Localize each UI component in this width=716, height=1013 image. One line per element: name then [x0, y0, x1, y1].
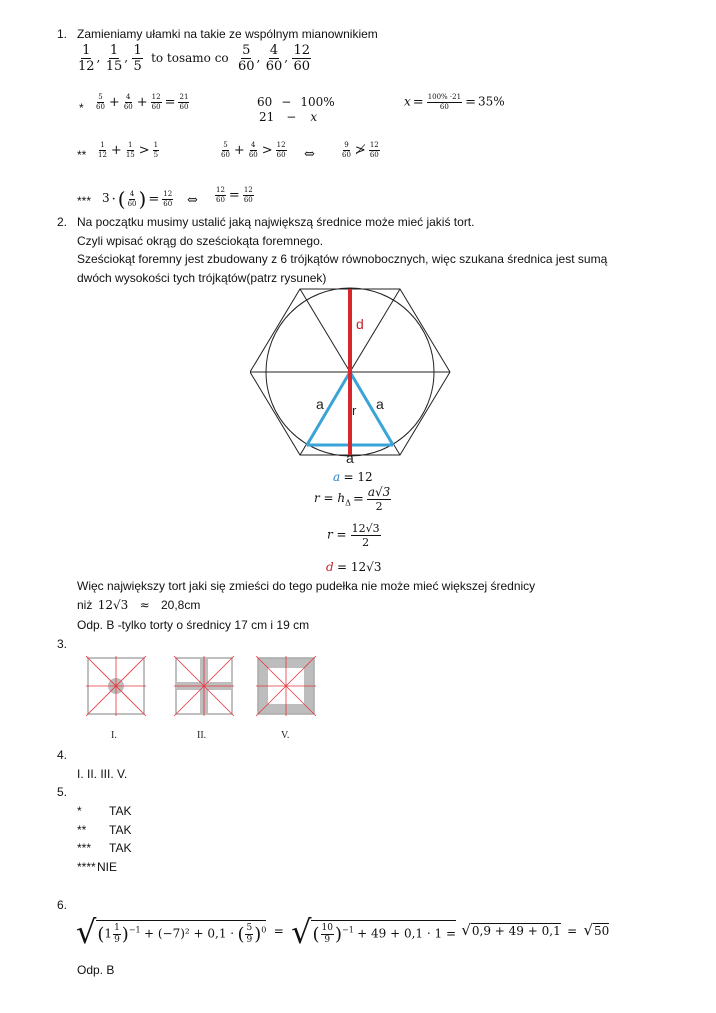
d-equals: d = 12√3: [326, 560, 382, 574]
proportion-row-2: 21 − x: [259, 110, 318, 124]
p2-line-3: Sześciokąt foremny jest zbudowany z 6 trójkątów równobocznych, więc szukana średnica jest sumą: [77, 252, 608, 266]
fraction: $\frac{4}{60}$: [265, 43, 283, 74]
diagram-label-V: V.: [281, 730, 290, 741]
star-3: ***: [77, 194, 92, 208]
p5-stars-2: **: [77, 823, 87, 837]
p2-answer: Odp. B -tylko torty o średnicy 17 cm i 19 cm: [77, 618, 310, 632]
p2-line-1: Na początku musimy ustalić jaką największą średnice może mieć jakiś tort.: [77, 215, 475, 229]
item-number-2: 2.: [57, 215, 68, 229]
fraction: $\frac{5}{60}$: [238, 43, 255, 74]
p6-expression: √(1 $\frac{1}{9}$ )$^{-1}$ + (−7)² + 0,1 · ( $\frac{5}{9}$ )$^0$ = √( $\frac{10}{9}$ )$^{-1}$ + 49 + 0,1 · 1 = √0,9 + 49 + 0,1 = √50: [76, 913, 610, 951]
star-1: *: [79, 101, 84, 115]
item-number-1: 1.: [57, 27, 68, 41]
p6-answer: Odp. B: [77, 963, 115, 977]
p1-equation-3: 3 · ( $\frac{4}{60}$ ) = $\frac{12}{60}$: [102, 187, 173, 211]
diagram-label-I: I.: [111, 730, 117, 741]
p1-equation-4: $\frac{12}{60}$ = $\frac{12}{60}$: [216, 186, 253, 204]
x-solution: x = $\frac{100\% \cdot 21}{60}$ = 35%: [404, 93, 505, 111]
star-2: **: [77, 148, 87, 162]
diagram-V: [256, 656, 316, 716]
hexagon-figure: [250, 283, 456, 465]
item-number-3: 3.: [57, 637, 68, 651]
label-a-bottom: a: [346, 450, 354, 465]
cake-cut-diagrams: [86, 656, 326, 746]
equivalence-arrow: ⇔: [187, 193, 198, 208]
p4-answer: I. II. III. V.: [77, 767, 128, 781]
p2-approx: niż 12√3 ≈ 20,8cm: [77, 598, 201, 612]
label-d: d: [356, 316, 364, 332]
p1-sum-equation: $\frac{5}{60}$ + $\frac{4}{60}$ + $\frac{12}{60}$ = $\frac{21}{60}$: [96, 93, 189, 111]
p1-intro: Zamieniamy ułamki na takie ze wspólnym mianownikiem: [77, 27, 378, 41]
label-r: r: [352, 403, 357, 418]
p1-inequality-2: $\frac{5}{60}$ + $\frac{4}{60}$ > $\frac{12}{60}$: [221, 141, 286, 159]
fraction: $\frac{1}{5}$: [133, 43, 142, 74]
fraction: $\frac{1}{15}$: [105, 43, 123, 74]
p5-value-3: TAK: [109, 841, 132, 855]
p5-value-1: TAK: [109, 804, 132, 818]
p2-line-2: Czyli wpisać okrąg do sześciokąta foremnego.: [77, 234, 324, 248]
r-formula-2: r = $\frac{12√3}{2}$: [327, 522, 380, 549]
p5-stars-3: ***: [77, 841, 92, 855]
diagram-label-II: II.: [197, 730, 207, 741]
item-number-5: 5.: [57, 785, 68, 799]
p5-value-2: TAK: [109, 823, 132, 837]
triangle-side-left: [307, 372, 350, 445]
diagram-I: [86, 656, 146, 716]
p5-value-4: NIE: [97, 860, 118, 874]
fraction: $\frac{1}{12}$: [78, 43, 95, 74]
r-formula-1: $r = h_\Delta$ = $\frac{a√3}{2}$: [314, 485, 391, 513]
p1-inequality-3: $\frac{9}{60}$ ≯ $\frac{12}{60}$: [342, 141, 379, 159]
item-number-6: 6.: [57, 898, 68, 912]
triangle-side-right: [350, 372, 393, 445]
equivalence-arrow: ⇔: [304, 147, 315, 162]
p5-stars-1: *: [77, 804, 82, 818]
a-equals: a = 12: [333, 470, 373, 484]
p1-fractions-line: $\frac{1}{12}$ , $\frac{1}{15}$ , $\frac{1}{5}$ to tosamo co $\frac{5}{60}$ , $\frac{4}{60}$ , $\frac{12}{60}$: [78, 43, 310, 74]
fraction: $\frac{12}{60}$: [293, 43, 310, 74]
item-number-4: 4.: [57, 748, 68, 762]
diagram-II: [174, 656, 234, 716]
p5-stars-4: ****: [77, 860, 96, 874]
label-a-right: a: [376, 396, 384, 412]
proportion-row-1: 60 − 100%: [257, 95, 335, 109]
p2-line-4: dwóch wysokości tych trójkątów(patrz rysunek): [77, 271, 327, 285]
p2-line-5: Więc największy tort jaki się zmieści do tego pudełka nie może mieć większej średnicy: [77, 579, 536, 593]
p1-inequality-1: $\frac{1}{12}$ + $\frac{1}{15}$ > $\frac{1}{5}$: [98, 141, 159, 159]
label-a-left: a: [316, 396, 324, 412]
